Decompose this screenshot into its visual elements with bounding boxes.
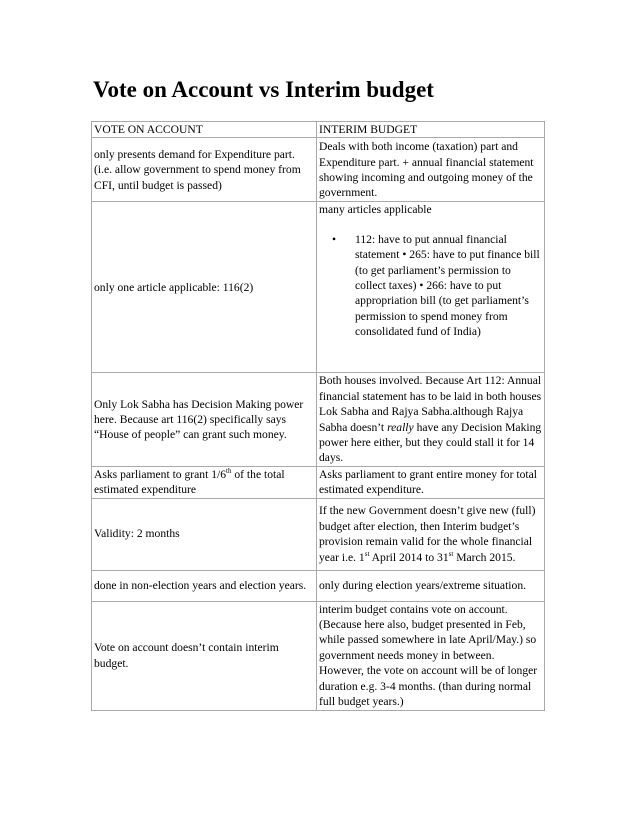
bullet-separator [416, 279, 426, 292]
cell-text: have any Decision Making power here either, but they could stall it for 14 days. [319, 420, 542, 465]
cell-text: If the new Government doesn’t give new (full) budget after election, then Interim budget’s provision remain valid for the whole financial year i.e. 1 [319, 504, 536, 564]
table-cell: Only Lok Sabha has Decision Making power here. Because art 116(2) specifically says “House of people” can grant such money. [92, 373, 317, 466]
cell-emphasis: really [387, 420, 414, 434]
table-cell: only presents demand for Expenditure part. (i.e. allow government to spend money from CFI, until budget is passed) [92, 138, 317, 202]
table-row [92, 498, 545, 570]
bullet-separator [399, 248, 409, 261]
table-cell: Asks parliament to grant entire money for total estimated expenditure. [317, 466, 545, 498]
superscript: st [448, 549, 454, 558]
table-cell [92, 466, 317, 498]
cell-text: March 2015. [453, 550, 516, 564]
table-cell [317, 373, 545, 466]
table-cell: Vote on account doesn’t contain interim budget. [92, 601, 317, 710]
bullet-text: 265: have to put finance bill (to get parliament’s permission to collect taxes) [355, 248, 540, 293]
table-cell: only one article applicable: 116(2) [92, 202, 317, 373]
table-cell: only during election years/extreme situation. [317, 570, 545, 601]
table-row [92, 466, 545, 498]
cell-text: of the total estimated expenditure [94, 467, 285, 497]
table-cell: Validity: 2 months [92, 498, 317, 570]
cell-text: April 2014 to 31 [369, 550, 449, 564]
column-header-interim-budget: INTERIM BUDGET [317, 122, 545, 138]
table-row [92, 202, 545, 373]
bullet-item [355, 232, 542, 340]
page-title: Vote on Account vs Interim budget [93, 77, 434, 102]
table-cell: Deals with both income (taxation) part and Expenditure part. + annual financial statement showing incoming and outgoing money of the government. [317, 138, 545, 202]
table-row [92, 138, 545, 202]
comparison-table [91, 121, 545, 711]
bullet-text: 266: have to put appropriation bill (to get parliament’s permission to spend money from consolidated fund of India) [355, 279, 529, 339]
bullet-list [319, 232, 542, 340]
cell-text: Both houses involved. Because Art 112: Annual financial statement has to be laid in both houses Lok Sabha and Rajya Sabha.although Rajya Sabha doesn’t [319, 374, 542, 434]
table-cell: done in non-election years and election years. [92, 570, 317, 601]
column-header-vote-on-account: VOTE ON ACCOUNT [92, 122, 317, 138]
cell-text: Asks parliament to grant 1/6 [94, 467, 227, 481]
bullet-text: 112: have to put annual financial statement [355, 232, 507, 262]
table-row [92, 601, 545, 710]
table-cell [317, 498, 545, 570]
cell-intro-text: many articles applicable [319, 203, 432, 217]
table-cell [317, 202, 545, 373]
superscript: th [226, 466, 232, 475]
table-cell: interim budget contains vote on account. (Because here also, budget presented in Feb, while passed somewhere in late April/May.) so government needs money in between. However, the vote on account will be of longer duration e.g. 3-4 months. (than during normal full budget years.) [317, 601, 545, 710]
table-row [92, 570, 545, 601]
table-header-row [92, 122, 545, 138]
table-row [92, 373, 545, 466]
superscript: st [364, 549, 370, 558]
